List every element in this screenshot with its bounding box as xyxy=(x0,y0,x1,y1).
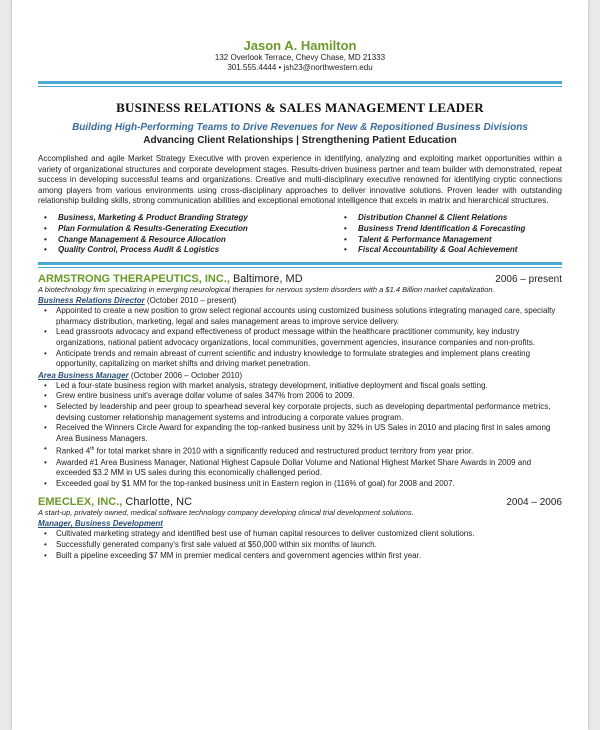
tagline-primary: Building High-Performing Teams to Drive Revenues for New & Repositioned Business Divisions xyxy=(72,122,528,133)
company-emeclex xyxy=(38,496,192,508)
achievement-item: • Lead grassroots advocacy and expand effectiveness of product message within the healthcare practitioner community, key industry organizations, national patient advocacy organizations, local communities, government agencies, insurance companies and non-profits. xyxy=(56,327,562,348)
role-title: Business Relations Director xyxy=(38,296,145,306)
role-business-relations-director xyxy=(38,296,562,306)
skill-item: • Business Trend Identification & Forecasting xyxy=(358,224,525,235)
achievement-item: • Successfully generated company's first sale valued at $50,000 within six months of launch. xyxy=(56,540,562,551)
achievement-item: • Built a pipeline exceeding $7 MM in premier medical centers and government agencies within first year. xyxy=(56,551,562,562)
achievement-item: • Cultivated marketing strategy and identified best use of human capital resources to deliver customized client solutions. xyxy=(56,529,562,540)
contact-email[interactable]: jsh23@northwestern.edu xyxy=(283,63,373,72)
professional-summary: Accomplished and agile Market Strategy Executive with proven experience in identifying, analyzing and exploiting market opportunities within a variety of organizational structures and corporate development stages. Results-driven business partner and team builder with demonstrated, repeat success in developing successful teams and organizations. Creative and multi-disciplinary executive renowned for identifying cryptic connections among players from various environments using cross-disciplinary approaches to deliver innovative solutions. Proven leader with outstanding relationship building skills, strong communication abilities and exceptional emotional intelligence that excels in matrix and hierarchical structures. xyxy=(38,154,562,206)
resume-headline: BUSINESS RELATIONS & SALES MANAGEMENT LEADER xyxy=(116,100,484,115)
company-location: Baltimore, MD xyxy=(229,273,303,286)
skill-item: • Distribution Channel & Client Relations xyxy=(358,213,525,224)
skill-item: • Change Management & Resource Allocation xyxy=(58,235,338,246)
role-dates: (October 2006 – October 2010) xyxy=(128,370,243,380)
contact-phone: 301.555.4444 xyxy=(227,63,277,72)
role-title: Manager, Business Development xyxy=(38,519,163,529)
achievement-item: • Ranked 4th for total market share in 2010 with a significantly reduced and restructured product territory from year prior. xyxy=(56,444,562,457)
contact-line xyxy=(38,63,562,73)
resume-content xyxy=(38,38,562,561)
achievement-item: • Received the Winners Circle Award for expanding the top-ranked business unit by 32% in US Sales in 2010 and placing first in sales among Area Business Managers. xyxy=(56,423,562,444)
role-achievements xyxy=(38,381,562,490)
company-location: Charlotte, NC xyxy=(122,496,193,509)
tagline-secondary: Advancing Client Relationships | Strengthening Patient Education xyxy=(143,135,457,146)
header-divider xyxy=(38,81,562,87)
company-dates: 2004 – 2006 xyxy=(506,497,562,509)
company-dates: 2006 – present xyxy=(495,274,562,286)
resume-page xyxy=(12,0,588,730)
role-area-business-manager xyxy=(38,371,562,381)
company-name: ARMSTRONG THERAPEUTICS, INC., xyxy=(38,273,230,286)
contact-address: 132 Overlook Terrace, Chevy Chase, MD 21333 xyxy=(214,53,386,62)
company-description: A start-up, privately owned, medical software technology company developing clinical trial development solutions. xyxy=(38,508,414,518)
skills-right-column xyxy=(338,213,525,256)
skill-item: • Quality Control, Process Audit & Logistics xyxy=(58,245,338,256)
achievement-item: • Anticipate trends and remain abreast of current scientific and industry knowledge to formulate strategies and implement plans creating opportunity, capitalizing on market shifts and driving market penetration. xyxy=(56,349,562,370)
skill-item: • Fiscal Accountability & Goal Achievement xyxy=(358,245,525,256)
company-armstrong-header xyxy=(38,273,562,285)
contact-separator: • xyxy=(278,63,282,72)
core-skills xyxy=(38,213,562,256)
company-emeclex-header xyxy=(38,496,562,508)
skills-left-column xyxy=(38,213,338,256)
company-name: EMECLEX, INC., xyxy=(38,496,123,509)
achievement-item: • Selected by leadership and peer group to spearhead several key corporate projects, such as developing departmental performance metrics, devising customer relationship management systems and introducing a corporate values program. xyxy=(56,402,562,423)
achievement-item: • Exceeded goal by $1 MM for the top-ranked business unit in Eastern region in (116% of goal) for 2008 and 2007. xyxy=(56,479,562,490)
achievement-item: • Awarded #1 Area Business Manager, National Highest Capsule Dollar Volume and National Highest Market Share Awards in 2009 and exceeded $3.2 MM in US sales during this economically challenged period. xyxy=(56,458,562,479)
role-achievements xyxy=(38,529,562,561)
skill-item: • Talent & Performance Management xyxy=(358,235,525,246)
skill-item: • Business, Marketing & Product Branding Strategy xyxy=(58,213,338,224)
achievement-item: • Led a four-state business region with market analysis, strategy development, initiative deployment and fiscal goals setting. xyxy=(56,381,562,392)
company-description: A biotechnology firm specializing in emerging neurological therapies for nervous system disorders with a $1.4 Billion market capitalization. xyxy=(38,285,495,295)
candidate-name: Jason A. Hamilton xyxy=(243,38,357,53)
achievement-item: • Appointed to create a new position to grow select regional accounts using customized business solutions integrating managed care, specialty pharmacy distribution, marketing, legal and sales management areas to improve service delivery. xyxy=(56,306,562,327)
achievement-item: • Grew entire business unit's average dollar volume of sales 347% from 2006 to 2009. xyxy=(56,391,562,402)
role-manager-business-development xyxy=(38,519,562,529)
skill-item: • Plan Formulation & Results-Generating Execution xyxy=(58,224,338,235)
role-title: Area Business Manager xyxy=(38,370,129,380)
section-divider xyxy=(38,262,562,268)
role-dates: (October 2010 – present) xyxy=(144,296,237,306)
role-achievements xyxy=(38,306,562,370)
company-armstrong xyxy=(38,273,303,285)
